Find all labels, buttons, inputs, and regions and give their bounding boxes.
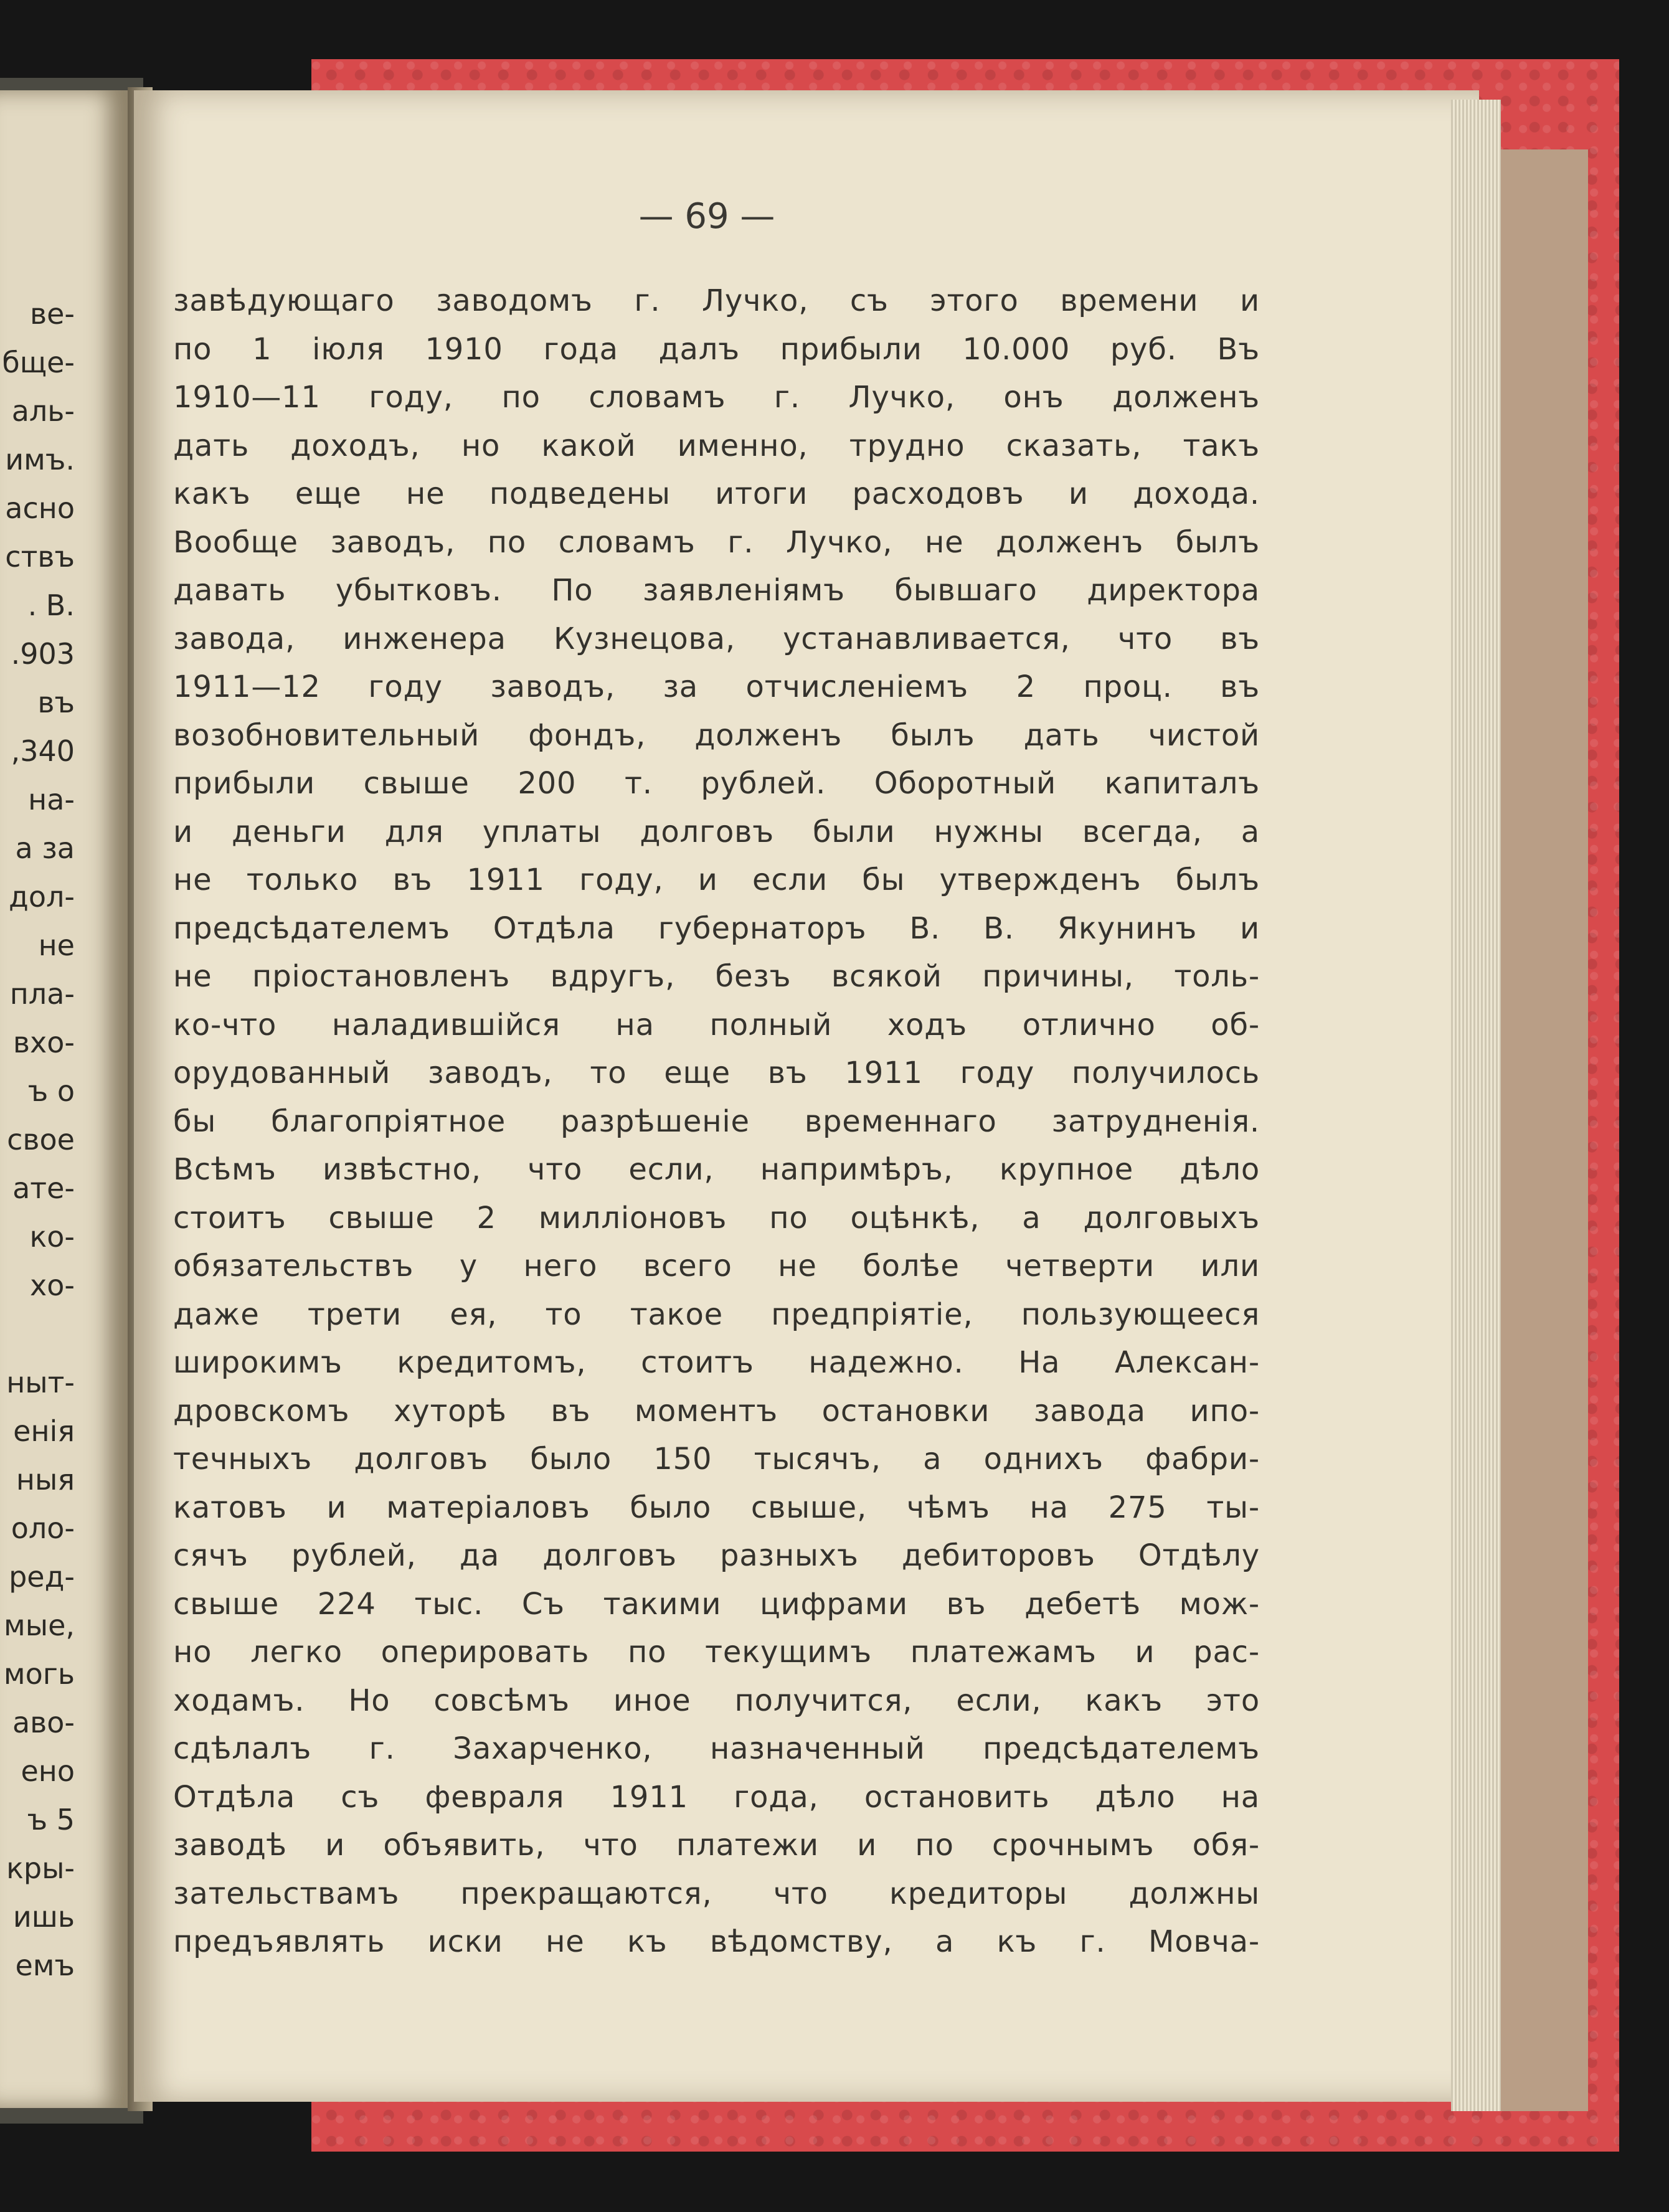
left-fragment: хо-	[30, 1269, 75, 1302]
text-line: по 1 іюля 1910 года далъ прибыли 10.000 руб. Въ	[173, 331, 1260, 367]
left-page	[0, 90, 128, 2108]
left-fragment: ишь	[12, 1900, 75, 1934]
text-line: завѣдующаго заводомъ г. Лучко, съ этого времени и	[173, 283, 1260, 318]
text-line: катовъ и матеріаловъ было свыше, чѣмъ на 275 ты-	[173, 1490, 1260, 1525]
left-fragment: емъ	[15, 1949, 75, 1982]
left-fragment: ред-	[9, 1560, 75, 1594]
text-line: какъ еще не подведены итоги расходовъ и дохода.	[173, 476, 1260, 511]
text-line: бы благопріятное разрѣшеніе временнаго затрудненія.	[173, 1104, 1260, 1139]
text-line: заводѣ и объявить, что платежи и по срочнымъ обя-	[173, 1828, 1260, 1863]
text-line: сдѣлалъ г. Захарченко, назначенный предсѣдателемъ	[173, 1731, 1260, 1766]
left-fragment: бще-	[2, 346, 75, 379]
left-page-text	[0, 290, 118, 1990]
left-fragment: дол-	[9, 880, 75, 914]
left-fragment: аль-	[11, 394, 75, 428]
left-fragment: . В.	[27, 588, 75, 622]
left-fragment: ено	[21, 1754, 75, 1788]
left-fragment: а за	[15, 831, 75, 865]
text-line: Всѣмъ извѣстно, что если, напримѣръ, крупное дѣло	[173, 1152, 1260, 1187]
left-fragment: .903	[11, 637, 75, 671]
left-fragment: ко-	[29, 1220, 75, 1254]
left-fragment: оло-	[11, 1511, 75, 1545]
text-line: сячъ рублей, да долговъ разныхъ дебиторовъ Отдѣлу	[173, 1538, 1260, 1573]
text-line: стоитъ свыше 2 милліоновъ по оцѣнкѣ, а долговыхъ	[173, 1200, 1260, 1236]
text-line: 1910—11 году, по словамъ г. Лучко, онъ долженъ	[173, 380, 1260, 415]
body-text	[173, 277, 1260, 1967]
left-fragment: кры-	[6, 1851, 75, 1885]
text-line: давать убытковъ. По заявленіямъ бывшаго директора	[173, 573, 1260, 608]
text-line: 1911—12 году заводъ, за отчисленіемъ 2 проц. въ	[173, 669, 1260, 704]
left-fragment: ате-	[12, 1171, 75, 1205]
text-line: свыше 224 тыс. Съ такими цифрами въ дебетѣ мож-	[173, 1586, 1260, 1622]
left-fragment: ныя	[16, 1463, 75, 1496]
left-fragment: ныт-	[6, 1366, 75, 1399]
left-fragment: ствъ	[5, 540, 75, 574]
text-line: обязательствъ у него всего не болѣе четверти или	[173, 1249, 1260, 1283]
text-line: течныхъ долговъ было 150 тысячъ, а однихъ фабри-	[173, 1442, 1260, 1477]
text-line: Вообще заводъ, по словамъ г. Лучко, не долженъ былъ	[173, 524, 1260, 560]
page-number: — 69 —	[638, 196, 775, 237]
left-fragment: не	[38, 929, 75, 962]
text-line: прибыли свыше 200 т. рублей. Оборотный капиталъ	[173, 766, 1260, 801]
left-fragment: имъ.	[5, 443, 75, 476]
left-fragment: ,340	[11, 734, 75, 768]
left-fragment: мые,	[4, 1609, 75, 1642]
left-fragment: ъ 5	[27, 1803, 75, 1836]
text-line: орудованный заводъ, то еще въ 1911 году получилось	[173, 1056, 1260, 1090]
left-fragment: на-	[28, 783, 75, 816]
text-line: широкимъ кредитомъ, стоитъ надежно. На Алексан-	[173, 1345, 1260, 1380]
left-fragment: енія	[13, 1414, 75, 1448]
text-line: завода, инженера Кузнецова, устанавливается, что въ	[173, 621, 1260, 656]
text-line: ко-что наладившійся на полный ходъ отлично об-	[173, 1007, 1260, 1042]
left-fragment: пла-	[9, 977, 75, 1011]
text-line: возобновительный фондъ, долженъ былъ дать чистой	[173, 717, 1260, 753]
text-line: не пріостановленъ вдругъ, безъ всякой причины, толь-	[173, 959, 1260, 994]
left-fragment: аво-	[12, 1706, 75, 1739]
text-line: и деньги для уплаты долговъ были нужны всегда, а	[173, 814, 1260, 849]
left-fragment: ве-	[29, 297, 75, 331]
text-line: предъявлять иски не къ вѣдомству, а къ г. Мовча-	[173, 1924, 1260, 1959]
text-line: зательствамъ прекращаются, что кредиторы должны	[173, 1876, 1260, 1911]
left-fragment: ъ о	[27, 1074, 75, 1108]
text-line: Отдѣла съ февраля 1911 года, остановить дѣло на	[173, 1779, 1260, 1815]
left-fragment: вхо-	[12, 1026, 75, 1059]
text-line: предсѣдателемъ Отдѣла губернаторъ В. В. Якунинъ и	[173, 910, 1260, 946]
text-line: даже трети ея, то такое предпріятіе, пользующееся	[173, 1297, 1260, 1332]
text-line: не только въ 1911 году, и если бы утвержденъ былъ	[173, 863, 1260, 897]
left-fragment: могь	[3, 1657, 75, 1691]
left-fragment: въ	[37, 686, 75, 719]
text-line: но легко оперировать по текущимъ платежамъ и рас-	[173, 1635, 1260, 1670]
left-fragment	[0, 1310, 118, 1358]
text-line: дать доходъ, но какой именно, трудно сказать, такъ	[173, 428, 1260, 463]
text-line: ходамъ. Но совсѣмъ иное получится, если, какъ это	[173, 1683, 1260, 1718]
left-fragment: асно	[5, 491, 75, 525]
left-fragment: свое	[7, 1123, 75, 1156]
text-line: дровскомъ хуторѣ въ моментъ остановки завода ипо-	[173, 1393, 1260, 1429]
page-edges	[1451, 100, 1501, 2111]
